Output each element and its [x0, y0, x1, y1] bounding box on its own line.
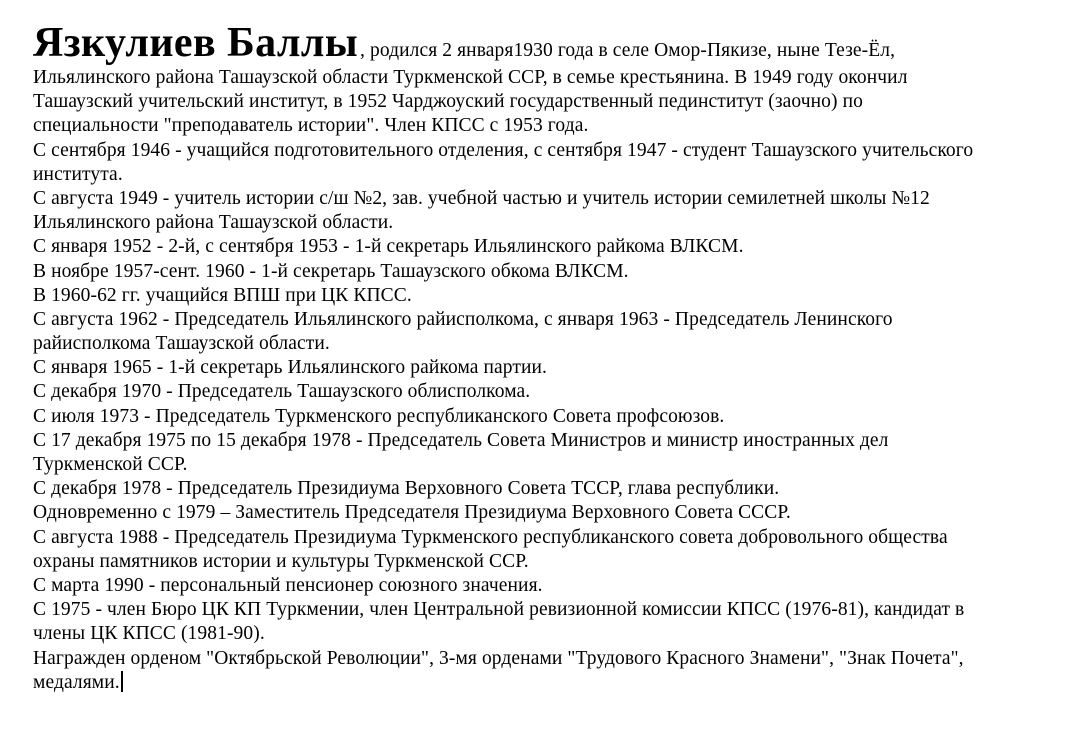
text-line: члены ЦК КПСС (1981-90).	[33, 623, 265, 645]
text-line: специальности "преподаватель истории". Член КПСС с 1953 года.	[33, 115, 589, 137]
text-line: С августа 1949 - учитель истории с/ш №2, зав. учебной частью и учитель истории семилетней школы №12	[33, 187, 930, 209]
text-line: медалями.	[33, 671, 120, 693]
person-name: Язкулиев Баллы	[33, 20, 359, 66]
text-line: С декабря 1978 - Председатель Президиума Верховного Совета ТССР, глава республики.	[33, 478, 780, 500]
text-cursor	[121, 671, 123, 692]
text-line: С января 1952 - 2-й, с сентября 1953 - 1-й секретарь Ильялинского райкома ВЛКСМ.	[33, 236, 744, 258]
text-line: Туркменской ССР.	[33, 454, 188, 475]
text-line: охраны памятников истории и культуры Туркменской ССР.	[33, 550, 529, 572]
text-line: Ильялинского района Ташаузской области.	[33, 212, 394, 234]
text-line: В 1960-62 гг. учащийся ВПШ при ЦК КПСС.	[33, 284, 412, 306]
text-line: Ташаузский учительский институт, в 1952 Чарджоуский государственный пединститут (заочно) по	[33, 91, 863, 113]
title-line-text: , родился 2 января1930 года в селе Омор-Пякизе, ныне Тезе-Ёл,	[360, 40, 896, 61]
text-line: С июля 1973 - Председатель Туркменского республиканского Совета профсоюзов.	[33, 405, 725, 427]
text-line: института.	[33, 163, 123, 185]
text-line: райисполкома Ташаузской области.	[33, 333, 330, 355]
text-line: С декабря 1970 - Председатель Ташаузского облисполкома.	[33, 381, 531, 403]
text-line: Одновременно с 1979 – Заместитель Председателя Президиума Верховного Совета СССР.	[33, 502, 791, 524]
text-line: С 17 декабря 1975 по 15 декабря 1978 - Председатель Совета Министров и министр иностранных дел	[33, 429, 889, 451]
text-line: С сентября 1946 - учащийся подготовительного отделения, с сентября 1947 - студент Ташаузского учительского	[33, 139, 974, 161]
text-line: С марта 1990 - персональный пенсионер союзного значения.	[33, 574, 543, 596]
text-line: С 1975 - член Бюро ЦК КП Туркмении, член Центральной ревизионной комиссии КПСС (1976-81), кандидат в	[33, 599, 965, 621]
text-line: С января 1965 - 1-й секретарь Ильялинского райкома партии.	[33, 357, 548, 379]
title-line	[33, 20, 1073, 66]
biography-text	[33, 66, 1073, 695]
document-body	[33, 20, 1073, 695]
text-line: С августа 1988 - Председатель Президиума Туркменского республиканского совета добровольного общества	[33, 526, 948, 548]
text-line: С августа 1962 - Председатель Ильялинского райисполкома, с января 1963 - Председатель Ленинского	[33, 308, 893, 330]
text-line: В ноябре 1957-сент. 1960 - 1-й секретарь Ташаузского обкома ВЛКСМ.	[33, 260, 629, 282]
text-line: Награжден орденом "Октябрьской Революции", 3-мя орденами "Трудового Красного Знамени", "Знак Почета",	[33, 647, 964, 669]
last-line	[33, 671, 1073, 695]
text-line: Ильялинского района Ташаузской области Туркменской ССР, в семье крестьянина. В 1949 году окончил	[33, 67, 908, 88]
